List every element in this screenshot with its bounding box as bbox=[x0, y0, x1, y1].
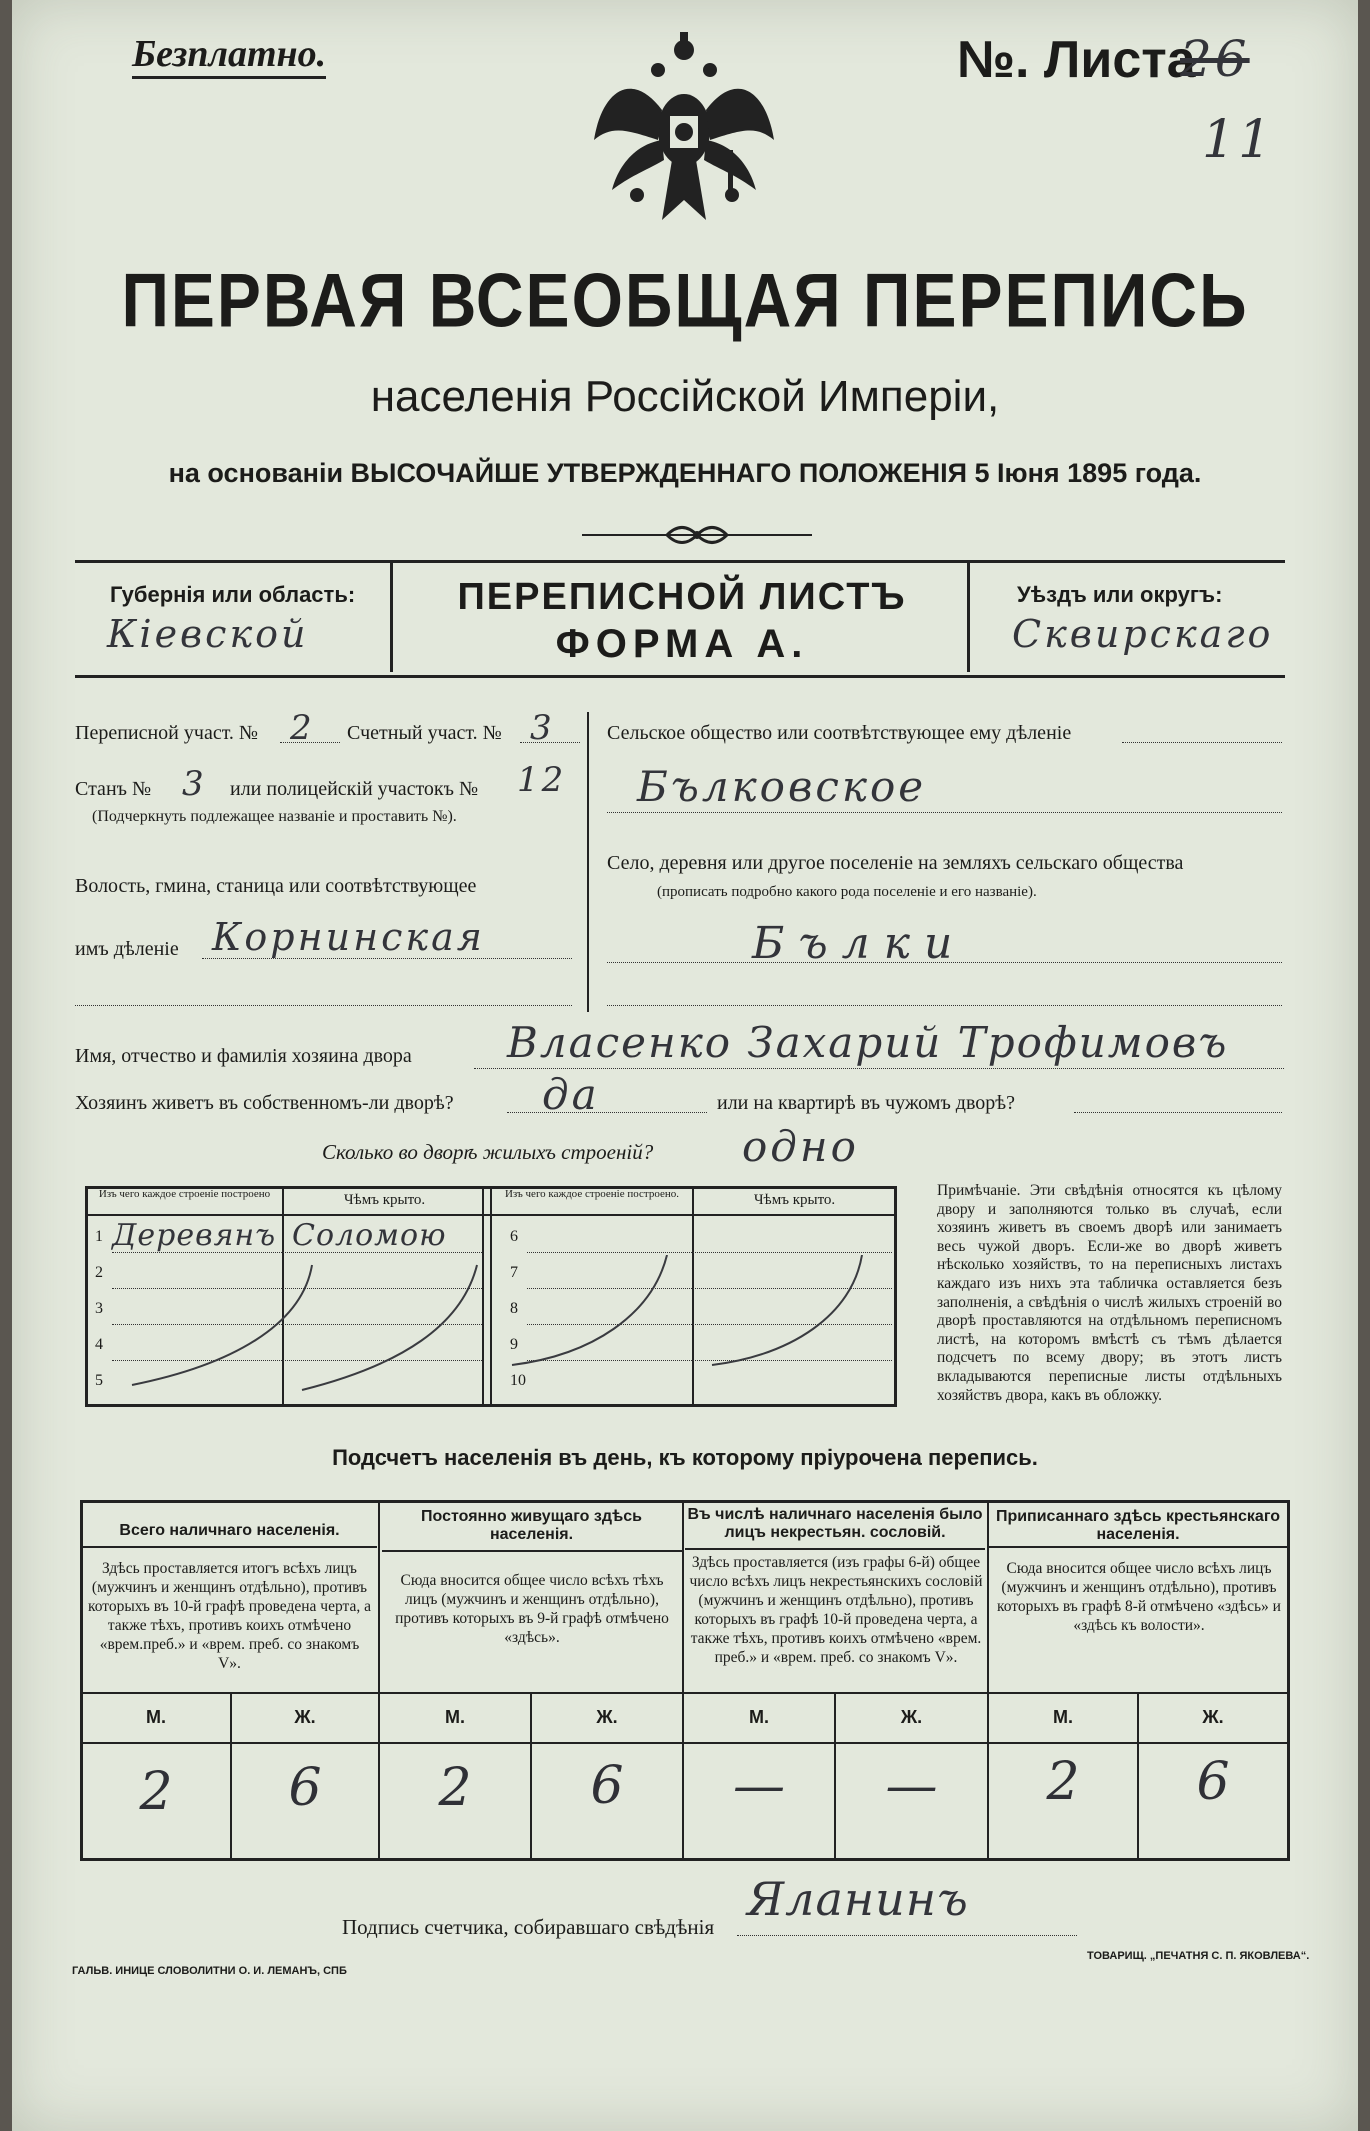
peasant-male-value: 2 bbox=[1046, 1752, 1080, 1812]
village-society-label: Сельское общество или соотвѣтствующее ему дѣленіе bbox=[607, 722, 1072, 744]
population-title: Подсчетъ населенія въ день, къ которому пріурочена перепись. bbox=[332, 1445, 1038, 1470]
stan-value: 3 bbox=[182, 764, 207, 804]
signature-value: Яланинъ bbox=[747, 1872, 969, 1926]
table-border bbox=[82, 1692, 1287, 1694]
group-nonpeasant-desc: Здѣсь проставляется (изъ графы 6-й) общее число всѣхъ лицъ некрестьянскихъ сословій (мужчинъ и женщинъ отдѣльно), противъ которыхъ въ графѣ 10-й проведена черта, а также тѣхъ, противъ коихъ отмѣчено «врем. преб.» и «врем. преб. со знакомъ V». bbox=[689, 1554, 983, 1666]
free-label: Безплатно. bbox=[132, 32, 326, 79]
group-total-header: Всего наличнаго населенія. bbox=[119, 1522, 340, 1539]
col-material-header-2: Изъ чего каждое строеніе построено. bbox=[504, 1188, 680, 1200]
district-value: Сквирскаго bbox=[1012, 612, 1274, 656]
dotted-line bbox=[474, 1068, 1284, 1069]
own-yard-value: да bbox=[542, 1070, 600, 1119]
table-border bbox=[80, 1858, 1290, 1861]
buildings-label: Сколько во дворѣ жилыхъ строеній? bbox=[322, 1140, 654, 1164]
group-total-desc: Здѣсь проставляется итогъ всѣхъ лицъ (мужчинъ и женщинъ отдѣльно), противъ которыхъ въ 10-й графѣ проведена черта, а также тѣхъ, противъ коихъ отмѣчено «врем.преб.» и «врем. преб. со знакомъ V». bbox=[87, 1560, 371, 1672]
printer-left: ГАЛЬВ. ИНИЦЕ СЛОВОЛИТНИ О. И. ЛЕМАНЪ, СПБ bbox=[72, 1965, 347, 1977]
table-border bbox=[685, 1548, 985, 1550]
row-number: 8 bbox=[510, 1300, 518, 1317]
owner-value: Власенко Захарий Трофимовъ bbox=[507, 1018, 1229, 1067]
table-border bbox=[85, 1186, 88, 1406]
row-number: 10 bbox=[510, 1372, 526, 1389]
dotted-line bbox=[607, 1005, 1282, 1006]
strikeout-marks bbox=[112, 1255, 902, 1405]
female-label: Ж. bbox=[294, 1707, 316, 1727]
table-border bbox=[1287, 1500, 1290, 1860]
sheet-number-value: 11 bbox=[1202, 110, 1275, 170]
ornament-divider bbox=[582, 520, 812, 550]
female-label: Ж. bbox=[900, 1707, 923, 1727]
table-border bbox=[82, 1546, 377, 1548]
volost-label-2: имъ дѣленіе bbox=[75, 938, 179, 960]
divider bbox=[390, 562, 393, 672]
table-border bbox=[382, 1550, 682, 1552]
count-area-label: Счетный участ. № bbox=[347, 722, 502, 744]
dotted-line bbox=[1122, 742, 1282, 743]
row-number: 2 bbox=[95, 1264, 103, 1281]
dotted-line bbox=[527, 1252, 892, 1253]
province-label: Губернія или область: bbox=[110, 582, 356, 607]
male-label: М. bbox=[749, 1707, 769, 1727]
group-permanent-header: Постоянно живущаго здѣсь населенія. bbox=[421, 1508, 642, 1544]
police-value: 12 bbox=[517, 760, 567, 800]
row-number: 7 bbox=[510, 1264, 518, 1281]
female-label: Ж. bbox=[1202, 1707, 1224, 1727]
table-border bbox=[80, 1500, 1290, 1503]
imperial-eagle-emblem bbox=[592, 30, 776, 240]
village-note: (прописать подробно какого рода поселеніе и его названіе). bbox=[657, 884, 1037, 900]
female-label: Ж. bbox=[596, 1707, 618, 1727]
total-male-value: 2 bbox=[139, 1762, 173, 1822]
row1-material: Деревянъ bbox=[112, 1218, 277, 1253]
nonpeasant-female-value: — bbox=[885, 1756, 938, 1816]
sheet-number-label: №. Листа bbox=[957, 31, 1196, 89]
police-label: или полицейскій участокъ № bbox=[230, 778, 479, 800]
province-value: Кіевской bbox=[107, 612, 309, 656]
dotted-line bbox=[507, 1112, 707, 1113]
permanent-female-value: 6 bbox=[590, 1756, 624, 1816]
nonpeasant-male-value: — bbox=[733, 1756, 785, 1816]
dotted-line bbox=[1074, 1112, 1282, 1113]
dotted-line bbox=[607, 962, 1282, 963]
buildings-value: одно bbox=[742, 1122, 859, 1171]
village-society-value: Бълковское bbox=[637, 762, 927, 811]
col-material-header: Изъ чего каждое строеніе построено bbox=[98, 1188, 271, 1200]
permanent-male-value: 2 bbox=[438, 1758, 472, 1818]
rented-label: или на квартирѣ въ чужомъ дворѣ? bbox=[717, 1092, 1016, 1114]
row-number: 9 bbox=[510, 1336, 518, 1353]
sheet-number-struck: 26 bbox=[1180, 30, 1250, 88]
volost-label: Волость, гмина, станица или соотвѣтствующее bbox=[75, 875, 477, 897]
census-area-label: Переписной участ. № bbox=[75, 722, 259, 744]
total-female-value: 6 bbox=[288, 1758, 322, 1818]
male-label: М. bbox=[1053, 1707, 1073, 1727]
group-peasant-header: Приписаннаго здѣсь крестьянскаго населенія. bbox=[995, 1508, 1281, 1544]
own-yard-label: Хозяинъ живетъ въ собственномъ-ли дворѣ? bbox=[75, 1092, 454, 1114]
district-label: Уѣздъ или округъ: bbox=[1017, 582, 1223, 607]
dotted-line bbox=[737, 1935, 1077, 1936]
row-number: 3 bbox=[95, 1300, 103, 1317]
male-label: М. bbox=[146, 1707, 166, 1727]
row-number: 6 bbox=[510, 1228, 518, 1245]
divider bbox=[967, 562, 970, 672]
male-label: М. bbox=[445, 1707, 465, 1727]
owner-label: Имя, отчество и фамилія хозяина двора bbox=[75, 1045, 412, 1067]
dotted-line bbox=[75, 1005, 572, 1006]
table-border bbox=[989, 1546, 1287, 1548]
village-value: Бълки bbox=[752, 918, 967, 969]
divider bbox=[587, 712, 589, 1012]
table-border bbox=[82, 1742, 1287, 1744]
col-roof-header-2: Чѣмъ крыто. bbox=[753, 1192, 836, 1208]
group-permanent-desc: Сюда вносится общее число всѣхъ тѣхъ лицъ (мужчинъ и женщинъ отдѣльно), противъ которыхъ въ 9-й графѣ отмѣчено «здѣсь». bbox=[395, 1572, 669, 1646]
row-number: 1 bbox=[95, 1228, 103, 1245]
underline-note: (Подчеркнуть подлежащее названіе и проставить №). bbox=[92, 808, 457, 825]
census-area-value: 2 bbox=[290, 708, 315, 748]
count-area-value: 3 bbox=[530, 708, 555, 748]
col-roof-header: Чѣмъ крыто. bbox=[343, 1192, 426, 1208]
village-label: Село, деревня или другое поселеніе на земляхъ сельскаго общества bbox=[607, 852, 1184, 874]
row-number: 5 bbox=[95, 1372, 103, 1389]
volost-value: Корнинская bbox=[212, 915, 485, 959]
printer-right: ТОВАРИЩ. „ПЕЧАТНЯ С. П. ЯКОВЛЕВА“. bbox=[1087, 1950, 1310, 1962]
row1-roof: Соломою bbox=[292, 1218, 447, 1253]
census-title: ПЕРВАЯ ВСЕОБЩАЯ ПЕРЕПИСЬ bbox=[121, 257, 1249, 343]
dotted-line bbox=[607, 812, 1282, 813]
census-sheet bbox=[12, 0, 1358, 2131]
form-title: ПЕРЕПИСНОЙ ЛИСТЪ bbox=[457, 576, 907, 618]
group-nonpeasant-header: Въ числѣ наличнаго населенія было лицъ некрестьян. сословій. bbox=[687, 1506, 983, 1542]
group-peasant-desc: Сюда вносится общее число всѣхъ лицъ (мужчинъ и женщинъ отдѣльно), противъ которыхъ въ графѣ 8-й отмѣчено «здѣсь» и «здѣсь къ волости». bbox=[997, 1560, 1281, 1634]
census-subtitle: населенія Россійской Имперіи, bbox=[370, 372, 1000, 421]
form-letter: ФОРМА А. bbox=[555, 622, 809, 666]
peasant-female-value: 6 bbox=[1196, 1752, 1230, 1812]
legal-basis: на основаніи ВЫСОЧАЙШЕ УТВЕРЖДЕННАГО ПОЛОЖЕНІЯ 5 Іюня 1895 года. bbox=[168, 458, 1202, 488]
signature-label: Подпись счетчика, собиравшаго свѣдѣнія bbox=[342, 1915, 715, 1939]
stan-label: Станъ № bbox=[75, 778, 152, 800]
buildings-note: Примѣчаніе. Эти свѣдѣнія относятся къ цѣлому двору и заполняются только въ случаѣ, если хозяинъ живетъ въ своемъ дворѣ или занимаетъ весь чужой дворъ. Если-же во дворѣ живетъ нѣсколько хозяйствъ, то на переписныхъ листахъ каждаго изъ нихъ эта табличка оставляется безъ заполненія, а свѣдѣнія о числѣ жилыхъ строеній во дворѣ проставляются на отдѣльномъ переписномъ листѣ, на которомъ вмѣстѣ съ тѣмъ дѣлается подсчетъ по всему двору; въ этотъ листъ вкладываются переписные листы отдѣльныхъ хозяйствъ двора, какъ въ обложку. bbox=[937, 1182, 1282, 1404]
row-number: 4 bbox=[95, 1336, 103, 1353]
